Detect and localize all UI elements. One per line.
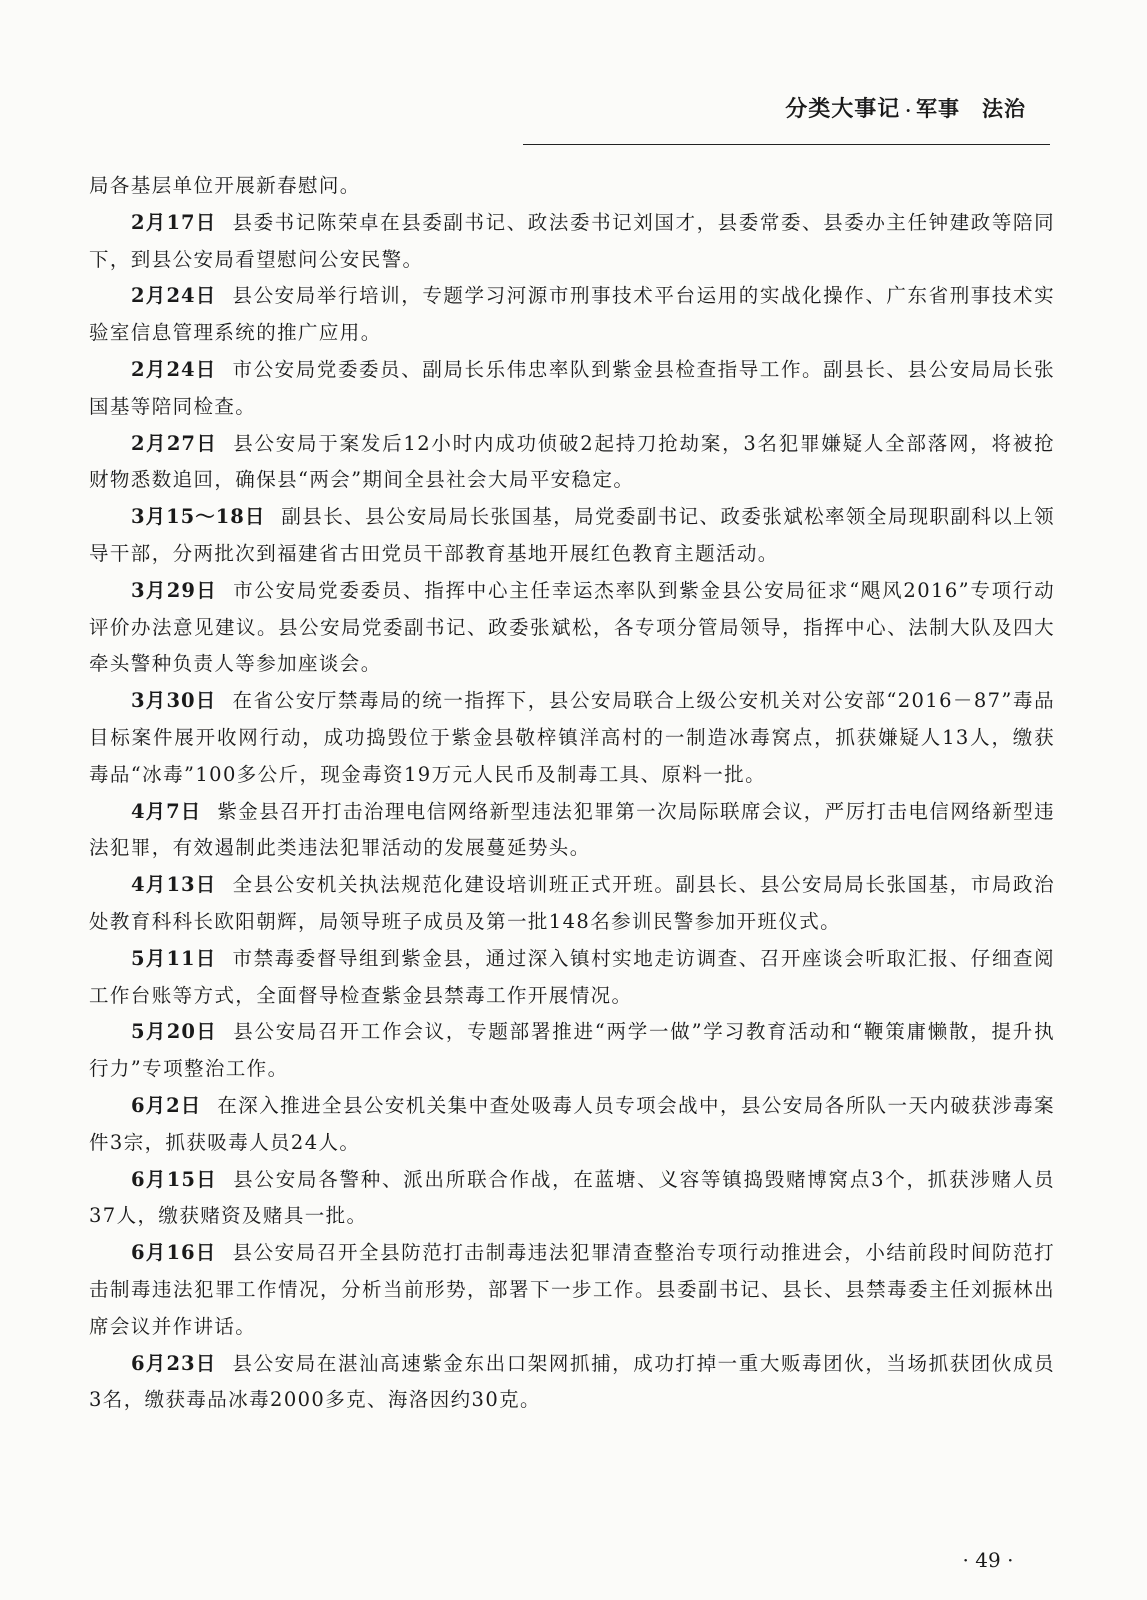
entry-date: 2月27日 [131, 431, 218, 455]
entry-text: 县委书记陈荣卓在县委副书记、政法委书记刘国才，县委常委、县委办主任钟建政等陪同下，到县公安局看望慰问公安民警。 [89, 210, 1055, 271]
entry-date: 3月30日 [131, 689, 217, 713]
entry-text: 县公安局各警种、派出所联合作战，在蓝塘、义容等镇捣毁赌博窝点3个，抓获涉赌人员37人，缴获赌资及赌具一批。 [89, 1167, 1055, 1228]
page-number: · 49 · [962, 1548, 1014, 1572]
entry-text: 副县长、县公安局局长张国基，局党委副书记、政委张斌松率领全局现职副科以上领导干部，分两批次到福建省古田党员干部教育基地开展红色教育主题活动。 [89, 505, 1055, 565]
entry-date: 2月24日 [131, 357, 217, 381]
entry-text: 县公安局召开工作会议，专题部署推进“两学一做”学习教育活动和“鞭策庸懒散，提升执行力”专项整治工作。 [89, 1020, 1055, 1081]
header-rule [523, 144, 1050, 145]
entry-date: 2月17日 [131, 210, 217, 234]
entry-text: 县公安局举行培训，专题学习河源市刑事技术平台运用的实战化操作、广东省刑事技术实验室信息管理系统的推广应用。 [89, 284, 1055, 345]
running-header [520, 92, 1050, 123]
header-section: 军事 法治 [916, 96, 1026, 121]
entry-date: 4月13日 [131, 873, 217, 897]
entry-paragraph [89, 352, 1055, 426]
entry-date: 3月29日 [131, 578, 218, 602]
entry-paragraph [89, 794, 1055, 868]
header-title: 分类大事记 [785, 96, 901, 122]
entry-date: 5月11日 [131, 946, 217, 970]
entry-text: 市禁毒委督导组到紫金县，通过深入镇村实地走访调查、召开座谈会听取汇报、仔细查阅工作台账等方式，全面督导检查紫金县禁毒工作开展情况。 [89, 946, 1055, 1007]
body-text [89, 168, 1055, 1419]
entry-text: 县公安局于案发后12小时内成功侦破2起持刀抢劫案，3名犯罪嫌疑人全部落网，将被抢财物悉数追回，确保县“两会”期间全县社会大局平安稳定。 [89, 431, 1055, 492]
entry-paragraph [89, 1346, 1055, 1420]
entry-date: 6月2日 [131, 1093, 202, 1117]
entry-paragraph [89, 941, 1055, 1015]
entry-date: 4月7日 [131, 799, 202, 823]
entry-date: 2月24日 [131, 284, 217, 308]
entry-paragraph [89, 573, 1055, 683]
header-separator: · [905, 101, 911, 120]
entry-date: 5月20日 [131, 1020, 218, 1044]
entry-date: 3月15～18日 [131, 505, 266, 529]
entry-paragraph [89, 426, 1055, 500]
entry-date: 6月15日 [131, 1167, 218, 1191]
entry-paragraph [89, 205, 1055, 279]
entry-paragraph [89, 1014, 1055, 1088]
entry-paragraph [89, 1162, 1055, 1236]
entry-text: 在省公安厅禁毒局的统一指挥下，县公安局联合上级公安机关对公安部“2016－87”毒品目标案件展开收网行动，成功捣毁位于紫金县敬梓镇洋高村的一制造冰毒窝点，抓获嫌疑人13人，缴获毒品“冰毒”100多公斤，现金毒资19万元人民币及制毒工具、原料一批。 [89, 689, 1055, 786]
entry-text: 市公安局党委委员、指挥中心主任幸运杰率队到紫金县公安局征求“飓风2016”专项行动评价办法意见建议。县公安局党委副书记、政委张斌松，各专项分管局领导，指挥中心、法制大队及四大牵头警种负责人等参加座谈会。 [89, 578, 1055, 676]
entry-paragraph [89, 867, 1055, 941]
entry-text: 市公安局党委委员、副局长乐伟忠率队到紫金县检查指导工作。副县长、县公安局局长张国基等陪同检查。 [89, 357, 1055, 418]
entry-text: 全县公安机关执法规范化建设培训班正式开班。副县长、县公安局局长张国基，市局政治处教育科科长欧阳朝辉，局领导班子成员及第一批148名参训民警参加开班仪式。 [89, 873, 1055, 933]
entry-paragraph [89, 1235, 1055, 1345]
entry-paragraph [89, 499, 1055, 573]
intro-paragraph: 局各基层单位开展新春慰问。 [89, 174, 361, 197]
entry-text: 在深入推进全县公安机关集中查处吸毒人员专项会战中，县公安局各所队一天内破获涉毒案件3宗，抓获吸毒人员24人。 [89, 1093, 1055, 1154]
entry-paragraph [89, 683, 1055, 793]
entry-date: 6月23日 [131, 1351, 217, 1375]
entry-list [89, 205, 1055, 1419]
entry-date: 6月16日 [131, 1241, 217, 1265]
entry-text: 紫金县召开打击治理电信网络新型违法犯罪第一次局际联席会议，严厉打击电信网络新型违法犯罪，有效遏制此类违法犯罪活动的发展蔓延势头。 [89, 799, 1055, 860]
entry-text: 县公安局在湛汕高速紫金东出口架网抓捕，成功打掉一重大贩毒团伙，当场抓获团伙成员3名，缴获毒品冰毒2000多克、海洛因约30克。 [89, 1351, 1055, 1412]
entry-text: 县公安局召开全县防范打击制毒违法犯罪清查整治专项行动推进会，小结前段时间防范打击制毒违法犯罪工作情况，分析当前形势，部署下一步工作。县委副书记、县长、县禁毒委主任刘振林出席会议并作讲话。 [89, 1241, 1055, 1338]
entry-paragraph [89, 278, 1055, 352]
entry-paragraph [89, 1088, 1055, 1162]
